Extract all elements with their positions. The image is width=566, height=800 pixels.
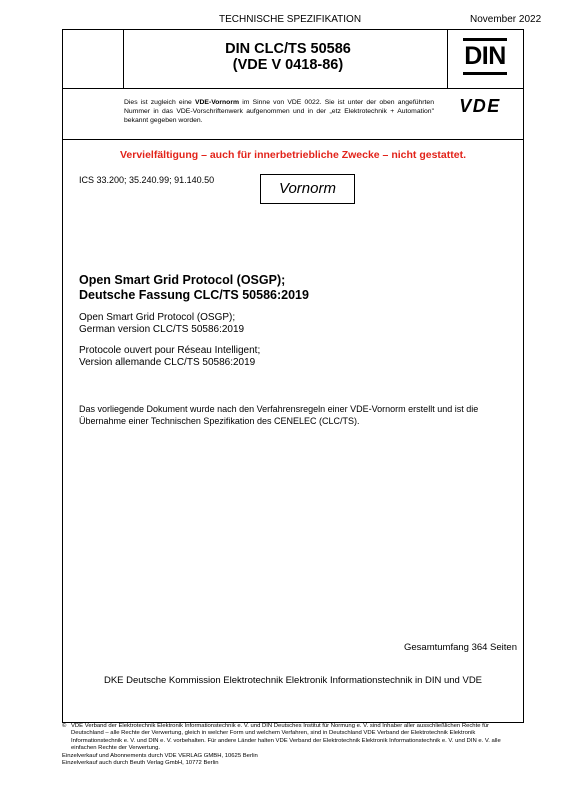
vde-number: (VDE V 0418-86): [232, 57, 344, 73]
standard-number-block: [185, 41, 391, 73]
document-type-box: Vornorm: [260, 174, 355, 204]
vde-notice-bold: VDE-Vornorm: [194, 99, 240, 106]
copyright-footer: [62, 723, 522, 767]
ics-codes: ICS 33.200; 35.240.99; 91.140.50: [79, 175, 215, 185]
header-divider-right: [447, 30, 448, 88]
title-german-line-1: Open Smart Grid Protocol (OSGP);: [79, 273, 286, 287]
title-page-frame: [62, 29, 524, 723]
din-logo-top-bar: [463, 38, 507, 41]
publication-date: November 2022: [470, 14, 542, 25]
title-english: [79, 312, 244, 336]
header-divider-left: [123, 30, 124, 88]
vde-notice: [124, 98, 434, 125]
total-pages: Gesamtumfang 364 Seiten: [403, 642, 517, 653]
din-logo: [463, 38, 507, 76]
title-german-line-2: Deutsche Fassung CLC/TS 50586:2019: [79, 287, 309, 302]
title-english-line-2: German version CLC/TS 50586:2019: [79, 324, 245, 335]
din-logo-text: DIN: [464, 42, 506, 70]
vde-notice-text-2: im Sinne von VDE 0022. Sie ist unter der oben angeführten Nummer in das VDE-Vorschriftenwerk aufgenommen und in der „etz Elektrotechnik + Automation" bekannt gegeben worden.: [124, 99, 434, 124]
standard-number: DIN CLC/TS 50586: [225, 41, 351, 57]
sales-vde-verlag: Einzelverkauf und Abonnements durch VDE VERLAG GMBH, 10625 Berlin: [62, 752, 258, 759]
copyright-icon: ©: [62, 723, 67, 729]
vde-logo: VDE: [459, 96, 501, 116]
title-french-line-2: Version allemande CLC/TS 50586:2019: [79, 357, 256, 368]
reproduction-warning: Vervielfältigung – auch für innerbetriebliche Zwecke – nicht gestattet.: [119, 149, 466, 161]
title-german: [79, 273, 309, 302]
copyright-text: VDE Verband der Elektrotechnik Elektronik Informationstechnik e. V. und DIN Deutsches Institut für Normung e. V. sind Inhaber aller ausschließlichen Rechte für Deutschland – alle Rechte der Verwertung, gleich in welcher Form und welchem Verfahren, sind in Deutschland VDE Verband der Elektrotechnik Elektronik Informationstechnik e. V. und DIN e. V. vorbehalten. Für andere Länder halten VDE Verband der Elektrotechnik Elektronik Informationstechnik e. V. und DIN e. V. alle einfachen Rechte der Verwertung.: [71, 723, 501, 752]
header-separator: [63, 88, 523, 89]
notice-separator: [63, 139, 523, 140]
title-french: [79, 345, 260, 369]
sales-beuth-verlag: Einzelverkauf auch durch Beuth Verlag GmbH, 10772 Berlin: [62, 760, 219, 767]
document-category: TECHNISCHE SPEZIFIKATION: [219, 14, 362, 25]
document-description: Das vorliegende Dokument wurde nach den Verfahrensregeln einer VDE-Vornorm erstellt und ist die Übernahme einer Technischen Spezifikation des CENELEC (CLC/TS).: [79, 404, 479, 426]
vde-notice-text-1: Dies ist zugleich eine: [124, 99, 195, 106]
title-french-line-1: Protocole ouvert pour Réseau Intelligent;: [79, 345, 261, 356]
dke-commission: DKE Deutsche Kommission Elektrotechnik Elektronik Informationstechnik in DIN und VDE: [103, 675, 483, 686]
title-english-line-1: Open Smart Grid Protocol (OSGP);: [79, 312, 236, 323]
din-logo-bottom-bar: [463, 72, 507, 75]
